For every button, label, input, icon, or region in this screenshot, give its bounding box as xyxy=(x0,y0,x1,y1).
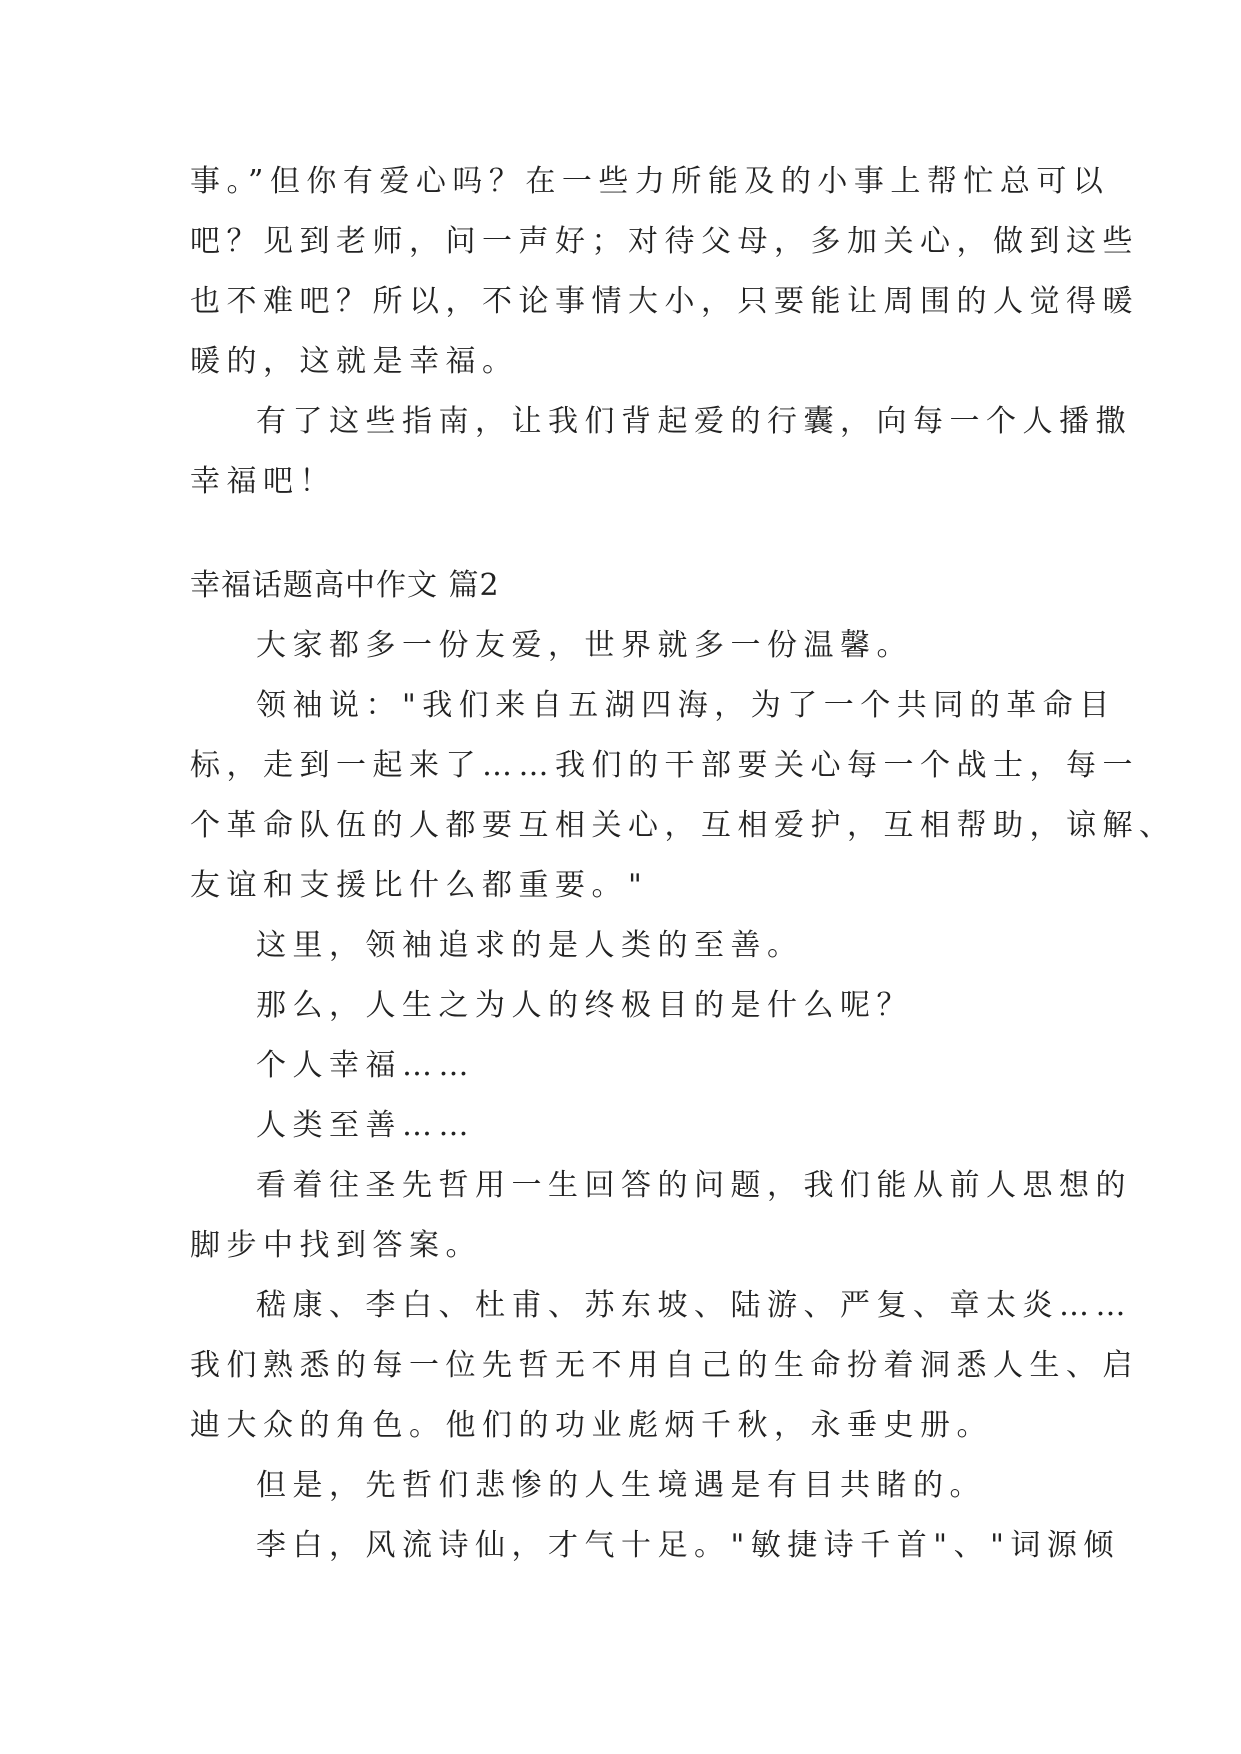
paragraph-line: 吧？见到老师，问一声好；对待父母，多加关心，做到这些 xyxy=(190,224,1139,259)
section-title: 幸福话题高中作文 篇2 xyxy=(190,568,500,603)
paragraph-line: 这里，领袖追求的是人类的至善。 xyxy=(256,928,804,963)
paragraph-line: 标，走到一起来了……我们的干部要关心每一个战士，每一 xyxy=(190,748,1139,783)
paragraph-line: 李白，风流诗仙，才气十足。"敏捷诗千首"、"词源倾 xyxy=(256,1528,1120,1563)
paragraph-line: 那么，人生之为人的终极目的是什么呢？ xyxy=(256,988,913,1023)
paragraph-line: 嵇康、李白、杜甫、苏东坡、陆游、严复、章太炎…… xyxy=(256,1288,1132,1323)
paragraph-line: 迪大众的角色。他们的功业彪炳千秋，永垂史册。 xyxy=(190,1408,993,1443)
paragraph-line: 友谊和支援比什么都重要。" xyxy=(190,868,649,903)
document-body xyxy=(190,152,1176,1576)
paragraph-line: 有了这些指南，让我们背起爱的行囊，向每一个人播撒 xyxy=(256,404,1132,439)
paragraph-line: 脚步中找到答案。 xyxy=(190,1228,482,1263)
paragraph-line: 个革命队伍的人都要互相关心，互相爱护，互相帮助，谅解、 xyxy=(190,808,1176,843)
paragraph-line: 大家都多一份友爱，世界就多一份温馨。 xyxy=(256,628,913,663)
paragraph-line: 事。”但你有爱心吗？在一些力所能及的小事上帮忙总可以 xyxy=(190,164,1110,199)
paragraph-line: 幸福吧！ xyxy=(190,464,336,499)
paragraph-line: 但是，先哲们悲惨的人生境遇是有目共睹的。 xyxy=(256,1468,986,1503)
paragraph-line: 人类至善…… xyxy=(256,1108,475,1143)
paragraph-line: 我们熟悉的每一位先哲无不用自己的生命扮着洞悉人生、启 xyxy=(190,1348,1139,1383)
paragraph-line: 也不难吧？所以，不论事情大小，只要能让周围的人觉得暖 xyxy=(190,284,1139,319)
paragraph-line: 个人幸福…… xyxy=(256,1048,475,1083)
paragraph-line: 看着往圣先哲用一生回答的问题，我们能从前人思想的 xyxy=(256,1168,1132,1203)
paragraph-line: 领袖说："我们来自五湖四海，为了一个共同的革命目 xyxy=(256,688,1116,723)
paragraph-line: 暖的，这就是幸福。 xyxy=(190,344,519,379)
